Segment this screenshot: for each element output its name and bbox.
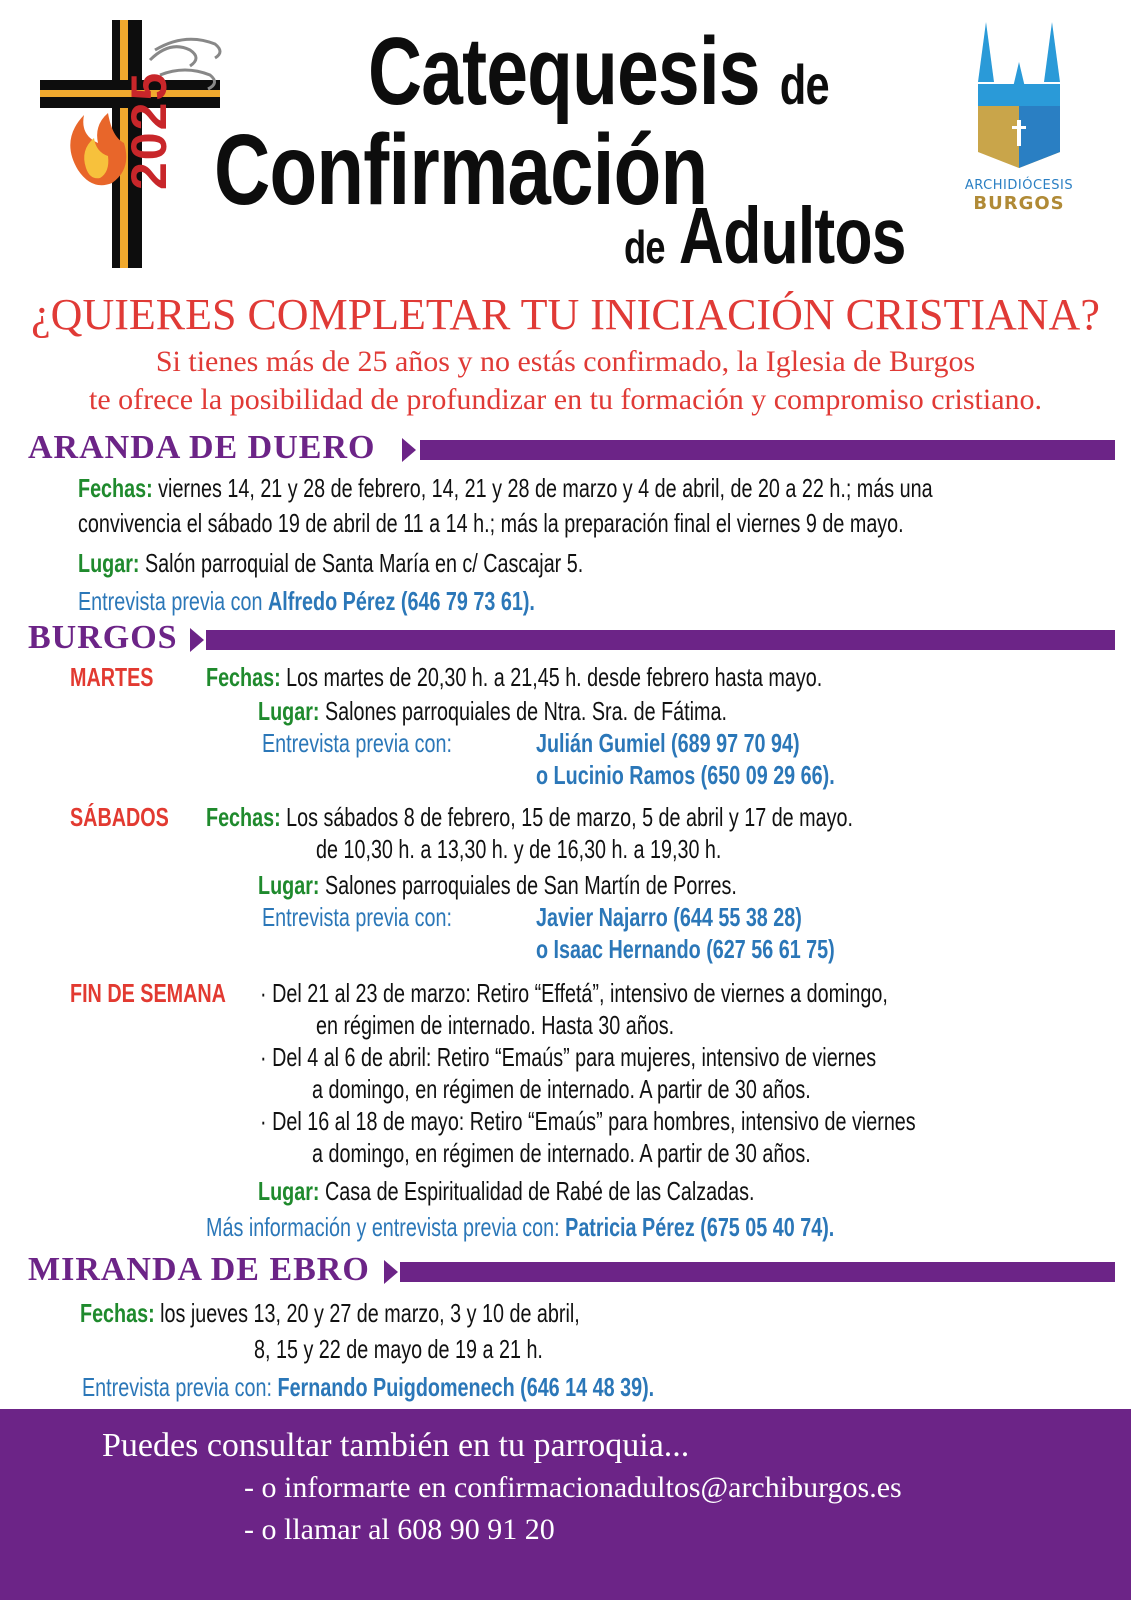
- intro-line-1: Si tienes más de 25 años y no estás confirmado, la Iglesia de Burgos: [155, 345, 976, 378]
- fin-semana-item-2b: a domingo, en régimen de internado. A partir de 30 años.: [312, 1074, 811, 1104]
- martes-lugar: Lugar: Salones parroquiales de Ntra. Sra. de Fátima.: [258, 696, 727, 726]
- diocese-name: [956, 178, 1082, 214]
- title-line-1: Catequesis de: [368, 18, 829, 125]
- miranda-entrevista: Entrevista previa con: Fernando Puigdomenech (646 14 48 39).: [82, 1372, 655, 1402]
- fin-semana-item-3b: a domingo, en régimen de internado. A partir de 30 años.: [312, 1138, 811, 1168]
- sabados-entrevista-label: Entrevista previa con:: [262, 902, 453, 932]
- footer-email[interactable]: - o informarte en confirmacionadultos@archiburgos.es: [244, 1471, 902, 1504]
- aranda-fechas-1: Fechas: viernes 14, 21 y 28 de febrero, 14, 21 y 28 de marzo y 4 de abril, de 20 a 22 h.; más una: [78, 473, 933, 503]
- intro-question: ¿QUIERES COMPLETAR TU INICIACIÓN CRISTIANA?: [31, 290, 1100, 339]
- martes-entrevista-label: Entrevista previa con:: [262, 728, 453, 758]
- fin-semana-item-1b: en régimen de internado. Hasta 30 años.: [316, 1010, 675, 1040]
- sabados-lugar: Lugar: Salones parroquiales de San Martín de Porres.: [258, 870, 737, 900]
- fin-semana-lugar: Lugar: Casa de Espiritualidad de Rabé de las Calzadas.: [258, 1176, 755, 1206]
- footer-line-1: Puedes consultar también en tu parroquia...: [102, 1427, 690, 1464]
- section-title-miranda: MIRANDA DE EBRO: [28, 1251, 370, 1288]
- martes-label: MARTES: [70, 662, 154, 692]
- sabados-label: SÁBADOS: [70, 802, 169, 832]
- aranda-fechas-2: convivencia el sábado 19 de abril de 11 a 14 h.; más la preparación final el viernes 9 de mayo.: [78, 508, 904, 538]
- year-vertical: 2025: [121, 70, 177, 190]
- title-line-3: de Adultos: [624, 191, 906, 280]
- fin-semana-label: FIN DE SEMANA: [70, 978, 226, 1008]
- sabados-contact-2: o Isaac Hernando (627 56 61 75): [536, 934, 835, 964]
- title-line-2: Confirmación: [214, 114, 708, 226]
- diocese-line-1: ARCHIDIÓCESIS: [964, 178, 1074, 193]
- martes-fechas: Fechas: Los martes de 20,30 h. a 21,45 h. desde febrero hasta mayo.: [206, 662, 823, 692]
- cathedral-logo: [976, 22, 1062, 172]
- section-title-aranda: ARANDA DE DUERO: [28, 429, 376, 466]
- martes-contact-1: Julián Gumiel (689 97 70 94): [536, 728, 800, 758]
- aranda-entrevista: Entrevista previa con Alfredo Pérez (646 79 73 61).: [78, 586, 535, 616]
- diocese-line-2: BURGOS: [973, 193, 1065, 214]
- intro-line-2: te ofrece la posibilidad de profundizar en tu formación y compromiso cristiano.: [88, 383, 1043, 416]
- fin-semana-item-2a: · Del 4 al 6 de abril: Retiro “Emaús” para mujeres, intensivo de viernes: [260, 1042, 877, 1072]
- aranda-lugar: Lugar: Salón parroquial de Santa María en c/ Cascajar 5.: [78, 548, 584, 578]
- miranda-fechas-2: 8, 15 y 22 de mayo de 19 a 21 h.: [254, 1334, 543, 1364]
- sabados-contact-1: Javier Najarro (644 55 38 28): [536, 902, 802, 932]
- section-title-burgos: BURGOS: [28, 619, 178, 656]
- fin-semana-item-1a: · Del 21 al 23 de marzo: Retiro “Effetá”, intensivo de viernes a domingo,: [260, 978, 888, 1008]
- fin-semana-info: Más información y entrevista previa con: Patricia Pérez (675 05 40 74).: [206, 1212, 835, 1242]
- footer-phone[interactable]: - o llamar al 608 90 91 20: [244, 1513, 555, 1546]
- sabados-fechas-1: Fechas: Los sábados 8 de febrero, 15 de marzo, 5 de abril y 17 de mayo.: [206, 802, 853, 832]
- miranda-fechas-1: Fechas: los jueves 13, 20 y 27 de marzo, 3 y 10 de abril,: [80, 1298, 580, 1328]
- fin-semana-item-3a: · Del 16 al 18 de mayo: Retiro “Emaús” para hombres, intensivo de viernes: [260, 1106, 916, 1136]
- sabados-fechas-2: de 10,30 h. a 13,30 h. y de 16,30 h. a 19,30 h.: [316, 834, 722, 864]
- martes-contact-2: o Lucinio Ramos (650 09 29 66).: [536, 760, 835, 790]
